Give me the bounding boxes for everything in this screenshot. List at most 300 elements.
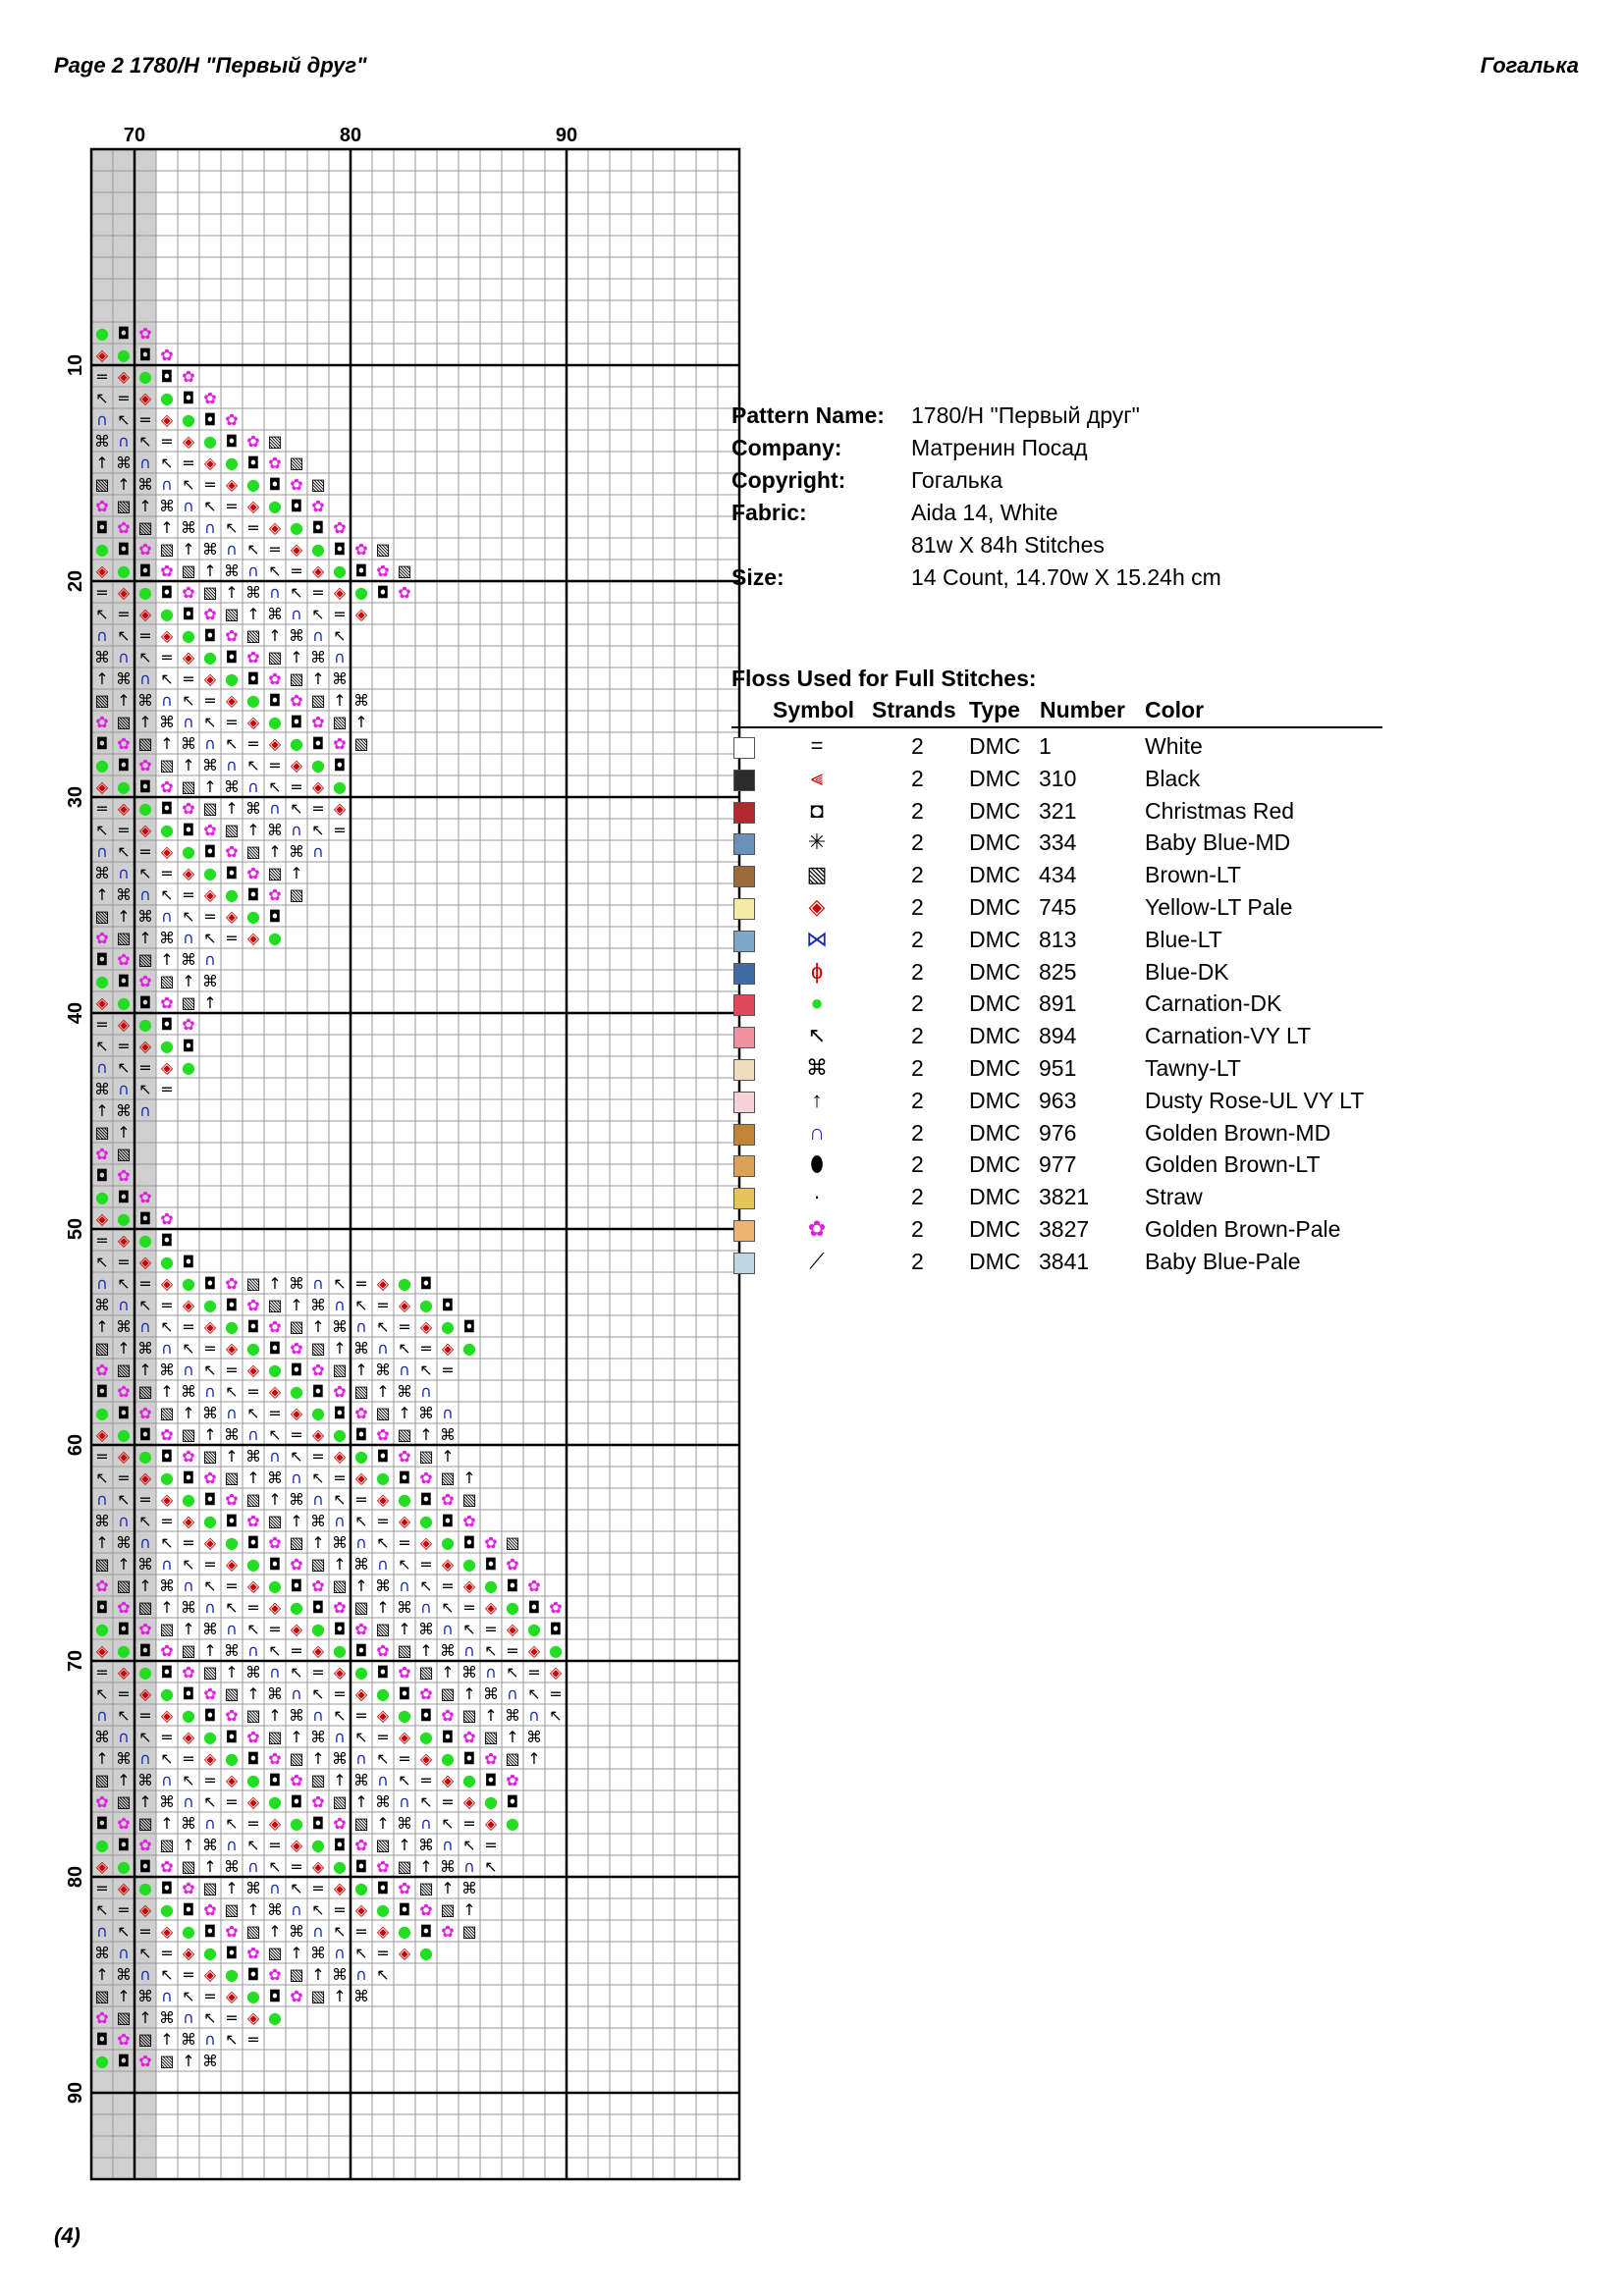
stitch-symbol: ∩	[226, 540, 238, 559]
stitch-symbol: ∩	[161, 1987, 173, 2005]
stitch-symbol: ∩	[96, 410, 108, 429]
stitch-symbol: ∩	[334, 1728, 346, 1746]
stitch-symbol: ◘	[203, 410, 217, 429]
floss-number: 310	[1039, 765, 1077, 791]
stitch-symbol: ●	[268, 929, 282, 947]
floss-row	[731, 1120, 1399, 1152]
stitch-symbol: ↖	[203, 929, 217, 947]
stitch-symbol: ●	[268, 497, 282, 515]
stitch-symbol: ✿	[462, 1512, 476, 1530]
floss-symbol: ɸ	[810, 958, 824, 984]
stitch-symbol: ✿	[117, 1814, 131, 1833]
stitch-symbol: ◈	[419, 1317, 433, 1336]
stitch-symbol: ●	[117, 1425, 131, 1444]
stitch-symbol: =	[203, 1339, 217, 1358]
stitch-symbol: =	[160, 1944, 174, 1962]
stitch-symbol: ∩	[96, 1922, 108, 1941]
floss-number: 334	[1039, 829, 1077, 856]
stitch-symbol: ●	[95, 972, 109, 990]
stitch-symbol: ⌘	[267, 1684, 283, 1703]
stitch-symbol: ⌘	[245, 1879, 261, 1897]
stitch-symbol: ↖	[117, 842, 131, 861]
stitch-symbol: ∩	[183, 2008, 194, 2027]
stitch-symbol: ↖	[203, 2008, 217, 2027]
stitch-symbol: ↖	[138, 1944, 152, 1962]
stitch-symbol: ∩	[161, 1339, 173, 1358]
stitch-symbol: ✿	[203, 821, 217, 839]
stitch-symbol: ✿	[246, 864, 260, 882]
stitch-symbol: =	[311, 1447, 325, 1466]
stitch-symbol: ↑	[138, 713, 152, 731]
stitch-symbol: ↖	[95, 605, 109, 623]
stitch-symbol: ↖	[311, 821, 325, 839]
stitch-symbol: ↑	[506, 1728, 519, 1746]
stitch-symbol: ↖	[138, 648, 152, 667]
stitch-symbol: ▧	[202, 1447, 218, 1466]
stitch-symbol: ▧	[267, 864, 283, 882]
stitch-symbol: ◈	[354, 1684, 368, 1703]
color-swatch	[733, 1027, 755, 1048]
stitch-symbol: ∩	[269, 1663, 281, 1682]
stitch-symbol: ↑	[290, 1512, 303, 1530]
stitch-symbol: ∩	[204, 1814, 216, 1833]
stitch-symbol: ∩	[247, 1857, 259, 1876]
floss-symbol: ↖	[807, 1023, 827, 1048]
stitch-symbol: ●	[419, 1296, 433, 1314]
stitch-symbol: ⌘	[375, 1576, 391, 1595]
stitch-symbol: ↖	[117, 1274, 131, 1293]
floss-symbol: ◈	[808, 894, 826, 919]
stitch-symbol: =	[441, 1792, 455, 1811]
floss-color-name: Tawny-LT	[1145, 1055, 1241, 1081]
stitch-symbol: ▧	[418, 1663, 434, 1682]
stitch-symbol: ⌘	[332, 1533, 348, 1552]
stitch-symbol: ◘	[398, 1684, 411, 1703]
stitch-symbol: ∩	[463, 1857, 475, 1876]
stitch-symbol: ∩	[118, 864, 130, 882]
stitch-symbol: ⌘	[397, 1382, 412, 1401]
stitch-symbol: ✿	[398, 1663, 411, 1682]
stitch-symbol: ⌘	[159, 1361, 175, 1379]
stitch-symbol: ✿	[376, 1425, 390, 1444]
stitch-symbol: ▧	[375, 1836, 391, 1854]
floss-row	[731, 959, 1399, 991]
stitch-symbol: ✿	[225, 1922, 239, 1941]
pattern-name-value: 1780/H "Первый друг"	[911, 402, 1140, 428]
floss-number: 891	[1039, 990, 1077, 1017]
stitch-symbol: ▧	[440, 1900, 456, 1919]
stitch-symbol: ◘	[182, 389, 195, 407]
stitch-symbol: ◘	[268, 1987, 282, 2005]
stitch-symbol: ✿	[419, 1900, 433, 1919]
stitch-symbol: ∩	[312, 1922, 324, 1941]
stitch-symbol: =	[203, 1771, 217, 1789]
stitch-symbol: ◘	[138, 1425, 152, 1444]
stitch-symbol: ∩	[334, 1944, 346, 1962]
stitch-symbol: ◈	[160, 1274, 174, 1293]
stitch-symbol: ∩	[161, 475, 173, 494]
floss-row	[731, 990, 1399, 1023]
stitch-symbol: ◈	[376, 1274, 390, 1293]
color-swatch	[733, 737, 755, 759]
stitch-symbol: ◘	[246, 1317, 260, 1336]
stitch-symbol: ●	[354, 1879, 368, 1897]
color-swatch	[733, 1092, 755, 1113]
stitch-symbol: ⌘	[137, 1987, 153, 2005]
stitch-symbol: ◘	[354, 1857, 368, 1876]
stitch-symbol: ⌘	[202, 1620, 218, 1638]
row-label: 50	[65, 1217, 86, 1241]
stitch-symbol: ∩	[118, 648, 130, 667]
floss-row	[731, 1055, 1399, 1088]
stitch-symbol: ●	[354, 1663, 368, 1682]
floss-color-name: Christmas Red	[1145, 797, 1295, 824]
stitch-symbol: ⌘	[94, 864, 110, 882]
floss-color-name: Golden Brown-MD	[1145, 1119, 1331, 1146]
stitch-symbol: ●	[246, 1771, 260, 1789]
stitch-symbol: ↑	[354, 1361, 368, 1379]
stitch-symbol: ∩	[204, 950, 216, 969]
stitch-symbol: =	[527, 1663, 541, 1682]
stitch-symbol: ●	[354, 583, 368, 602]
col-header-symbol: Symbol	[773, 697, 855, 722]
stitch-symbol: ↑	[268, 1706, 282, 1725]
stitch-symbol: ↑	[117, 1771, 131, 1789]
floss-strands: 2	[911, 862, 924, 888]
floss-type: DMC	[969, 1087, 1021, 1113]
stitch-symbol: ↖	[290, 583, 303, 602]
stitch-symbol: ●	[203, 1512, 217, 1530]
stitch-symbol: ◈	[203, 1317, 217, 1336]
stitch-symbol: ✿	[268, 454, 282, 472]
color-swatch	[733, 1124, 755, 1146]
stitch-symbol: =	[225, 497, 239, 515]
stitch-symbol: ↑	[160, 1382, 174, 1401]
stitch-symbol: ↑	[203, 1857, 217, 1876]
stitch-symbol: ∩	[507, 1684, 518, 1703]
stitch-symbol: =	[225, 1792, 239, 1811]
stitch-symbol: ◈	[354, 605, 368, 623]
stitch-symbol: ✿	[117, 1166, 131, 1185]
stitch-symbol: ◈	[117, 367, 131, 386]
stitch-symbol: ⌘	[310, 1944, 326, 1962]
stitch-symbol: ◈	[225, 1987, 239, 2005]
stitch-symbol: ↖	[225, 1814, 239, 1833]
floss-number: 977	[1039, 1151, 1077, 1178]
stitch-symbol: ⌘	[505, 1706, 520, 1725]
stitch-symbol: ▧	[137, 734, 153, 753]
stitch-symbol: ⌘	[289, 1922, 304, 1941]
stitch-symbol: ▧	[245, 626, 261, 645]
stitch-symbol: ◘	[333, 756, 347, 774]
stitch-symbol: ⌘	[440, 1857, 456, 1876]
floss-symbol: ●	[810, 990, 824, 1016]
stitch-symbol: ●	[462, 1555, 476, 1574]
stitch-symbol: =	[138, 1706, 152, 1725]
stitch-symbol: =	[95, 799, 109, 818]
stitch-symbol: ◈	[527, 1641, 541, 1660]
stitch-symbol: ✿	[441, 1490, 455, 1509]
stitch-symbol: ●	[203, 432, 217, 451]
stitch-symbol: ⌘	[310, 1296, 326, 1314]
stitch-symbol: ✿	[225, 1490, 239, 1509]
stitch-symbol: ⌘	[94, 1080, 110, 1098]
stitch-symbol: ✿	[182, 1663, 195, 1682]
stitch-symbol: ✿	[160, 777, 174, 796]
stitch-symbol: =	[160, 432, 174, 451]
stitch-symbol: ◈	[246, 713, 260, 731]
stitch-symbol: ●	[225, 1749, 239, 1768]
stitch-symbol: ↑	[484, 1706, 498, 1725]
stitch-symbol: ∩	[96, 626, 108, 645]
stitch-symbol: ✿	[311, 497, 325, 515]
stitch-symbol: ↑	[138, 1361, 152, 1379]
stitch-symbol: ↑	[527, 1749, 541, 1768]
stitch-symbol: ↑	[354, 1576, 368, 1595]
stitch-symbol: ●	[160, 1468, 174, 1487]
stitch-symbol: ◘	[484, 1555, 498, 1574]
stitch-symbol: ∩	[204, 734, 216, 753]
stitch-symbol: ●	[376, 1900, 390, 1919]
stitch-symbol: ∩	[183, 713, 194, 731]
stitch-symbol: ∩	[312, 1706, 324, 1725]
copyright-label: Copyright:	[731, 467, 846, 493]
stitch-symbol: ✿	[117, 2030, 131, 2049]
stitch-symbol: ∩	[183, 497, 194, 515]
stitch-symbol: ⌘	[267, 1468, 283, 1487]
stitch-symbol: ●	[138, 1879, 152, 1897]
stitch-symbol: ✿	[354, 540, 368, 559]
stitch-symbol: ↑	[376, 1814, 390, 1833]
stitch-symbol: ⌘	[137, 1771, 153, 1789]
stitch-symbol: ⌘	[353, 1555, 369, 1574]
stitch-symbol: ◘	[182, 1900, 195, 1919]
stitch-symbol: ●	[246, 907, 260, 926]
stitch-symbol: ◘	[95, 518, 109, 537]
stitch-symbol: =	[354, 1490, 368, 1509]
stitch-symbol: ∩	[463, 1641, 475, 1660]
stitch-symbol: =	[182, 885, 195, 904]
stitch-symbol: ◈	[290, 1404, 303, 1422]
stitch-symbol: ↖	[246, 540, 260, 559]
stitch-symbol: ◈	[225, 475, 239, 494]
stitch-symbol: ↑	[95, 669, 109, 688]
stitch-symbol: ↖	[138, 1512, 152, 1530]
stitch-symbol: ◈	[268, 1382, 282, 1401]
stitch-symbol: ◈	[376, 1922, 390, 1941]
stitch-symbol: ↑	[246, 1900, 260, 1919]
floss-number: 745	[1039, 894, 1077, 920]
stitch-symbol: =	[398, 1533, 411, 1552]
stitch-symbol: ◈	[95, 1857, 109, 1876]
stitch-symbol: ↖	[333, 1274, 347, 1293]
stitch-symbol: ✿	[246, 1944, 260, 1962]
stitch-symbol: ↑	[311, 1965, 325, 1984]
stitch-symbol: ⌘	[310, 1512, 326, 1530]
stitch-symbol: ∩	[247, 1425, 259, 1444]
stitch-symbol: ↖	[354, 1296, 368, 1314]
stitch-symbol: ◈	[484, 1598, 498, 1617]
stitch-symbol: ●	[182, 1922, 195, 1941]
stitch-symbol: ✿	[203, 1684, 217, 1703]
floss-type: DMC	[969, 733, 1021, 759]
stitch-symbol: ●	[160, 1900, 174, 1919]
stitch-symbol: ◈	[246, 1576, 260, 1595]
stitch-symbol: ∩	[96, 1706, 108, 1725]
stitch-symbol: ↑	[117, 1987, 131, 2005]
stitch-symbol: ◘	[376, 1879, 390, 1897]
stitch-symbol: ◘	[160, 799, 174, 818]
stitch-symbol: ✿	[398, 1879, 411, 1897]
col-label: 90	[555, 125, 578, 146]
floss-symbol: ▧	[806, 862, 828, 887]
fabric-label: Fabric:	[731, 500, 807, 525]
stitch-symbol: =	[398, 1317, 411, 1336]
stitch-symbol: ↖	[117, 410, 131, 429]
stitch-symbol: ∩	[269, 583, 281, 602]
stitch-symbol: ◈	[398, 1728, 411, 1746]
stitch-symbol: ▧	[267, 432, 283, 451]
stitch-symbol: ⌘	[224, 777, 240, 796]
stitch-symbol: ⌘	[440, 1641, 456, 1660]
stitch-symbol: =	[246, 734, 260, 753]
stitch-symbol: ✿	[117, 734, 131, 753]
stitch-symbol: ◘	[311, 1598, 325, 1617]
stitch-symbol: ✿	[333, 1382, 347, 1401]
stitch-symbol: =	[138, 1922, 152, 1941]
stitch-symbol: =	[95, 1231, 109, 1250]
stitch-symbol: ●	[182, 626, 195, 645]
stitch-symbol: ✿	[203, 389, 217, 407]
stitch-symbol: =	[117, 1900, 131, 1919]
stitch-symbol: ↖	[506, 1663, 519, 1682]
stitch-symbol: ∩	[269, 1879, 281, 1897]
stitch-symbol: ↖	[182, 691, 195, 710]
stitch-symbol: ↑	[138, 1576, 152, 1595]
stitch-symbol: ✿	[246, 648, 260, 667]
stitch-symbol: ∩	[291, 605, 302, 623]
stitch-symbol: ∩	[204, 1598, 216, 1617]
stitch-symbol: ⌘	[137, 1339, 153, 1358]
stitch-symbol: ◈	[311, 1425, 325, 1444]
floss-row	[731, 829, 1399, 862]
floss-color-name: Black	[1145, 765, 1201, 791]
stitch-symbol: ◈	[182, 1728, 195, 1746]
stitch-symbol: ▧	[159, 2052, 175, 2070]
stitch-symbol: =	[290, 1641, 303, 1660]
stitch-symbol: ⌘	[159, 1576, 175, 1595]
stitch-symbol: ▧	[202, 1663, 218, 1682]
stitch-symbol: ●	[138, 1447, 152, 1466]
stitch-symbol: ◘	[311, 518, 325, 537]
stitch-symbol: =	[441, 1361, 455, 1379]
stitch-symbol: ◘	[160, 1663, 174, 1682]
stitch-symbol: ⌘	[332, 1965, 348, 1984]
stitch-symbol: ◈	[203, 454, 217, 472]
stitch-symbol: =	[160, 1296, 174, 1314]
stitch-symbol: ↑	[95, 454, 109, 472]
stitch-symbol: ⌘	[116, 885, 132, 904]
stitch-symbol: ◘	[376, 1663, 390, 1682]
stitch-symbol: ◘	[268, 907, 282, 926]
stitch-symbol: ∩	[312, 626, 324, 645]
stitch-symbol: ↑	[182, 972, 195, 990]
stitch-symbol: ◈	[549, 1663, 563, 1682]
stitch-symbol: ◈	[95, 346, 109, 364]
fabric-value: Aida 14, White	[911, 500, 1058, 525]
page-number-mark: (4)	[54, 2223, 81, 2248]
stitch-symbol: ∩	[226, 756, 238, 774]
stitch-symbol: ↑	[203, 1425, 217, 1444]
stitch-symbol: ⌘	[245, 799, 261, 818]
stitch-symbol: ∩	[183, 1576, 194, 1595]
stitch-symbol: ↑	[160, 1598, 174, 1617]
stitch-symbol: ◘	[182, 1468, 195, 1487]
stitch-symbol: ↑	[441, 1663, 455, 1682]
stitch-symbol: ↖	[333, 1922, 347, 1941]
stitch-symbol: ↖	[95, 1468, 109, 1487]
stitch-symbol: ●	[484, 1792, 498, 1811]
stitch-symbol: ✿	[138, 1620, 152, 1638]
stitch-symbol: ◘	[225, 1944, 239, 1962]
stitch-symbol: ◘	[225, 648, 239, 667]
stitch-symbol: ◘	[506, 1576, 519, 1595]
stitch-symbol: ↖	[290, 799, 303, 818]
stitch-symbol: ∩	[442, 1620, 454, 1638]
stitch-symbol: ◈	[182, 648, 195, 667]
stitch-symbol: ◈	[138, 389, 152, 407]
stitch-symbol: ✿	[290, 691, 303, 710]
stitch-symbol: ∩	[377, 1339, 389, 1358]
floss-strands: 2	[911, 1248, 924, 1274]
stitch-symbol: ↑	[95, 1749, 109, 1768]
stitch-symbol: ▧	[397, 1641, 412, 1660]
stitch-symbol: ↖	[95, 821, 109, 839]
stitch-symbol: ◘	[290, 713, 303, 731]
stitch-symbol: ●	[549, 1641, 563, 1660]
stitch-symbol: ◈	[268, 1814, 282, 1833]
stitch-symbol: ✿	[117, 1382, 131, 1401]
stitch-symbol: ✿	[268, 669, 282, 688]
floss-symbol: ◘	[810, 797, 824, 823]
stitch-symbol: ⌘	[159, 929, 175, 947]
stitch-symbol: =	[95, 367, 109, 386]
stitch-symbol: ◈	[462, 1792, 476, 1811]
stitch-symbol: ∩	[183, 1361, 194, 1379]
stitch-symbol: ⌘	[181, 2030, 196, 2049]
stitch-symbol: ◈	[333, 1447, 347, 1466]
stitch-symbol: =	[225, 713, 239, 731]
stitch-symbol: ↖	[268, 1857, 282, 1876]
stitch-symbol: ∩	[291, 1900, 302, 1919]
stitch-symbol: =	[182, 1965, 195, 1984]
stitch-symbol: ↖	[203, 1361, 217, 1379]
stitch-symbol: ✿	[290, 1771, 303, 1789]
stitch-symbol: ↖	[376, 1965, 390, 1984]
floss-type: DMC	[969, 1023, 1021, 1049]
stitch-symbol: ∩	[118, 1080, 130, 1098]
col-header-number: Number	[1040, 697, 1125, 722]
stitch-symbol: =	[354, 1274, 368, 1293]
floss-type: DMC	[969, 990, 1021, 1017]
stitch-symbol: ●	[398, 1922, 411, 1941]
stitch-symbol: =	[95, 1663, 109, 1682]
floss-color-name: Carnation-DK	[1145, 990, 1282, 1017]
stitch-symbol: ⌘	[202, 540, 218, 559]
row-label: 60	[65, 1433, 86, 1457]
stitch-symbol: ▧	[332, 713, 348, 731]
stitch-symbol: ●	[138, 583, 152, 602]
